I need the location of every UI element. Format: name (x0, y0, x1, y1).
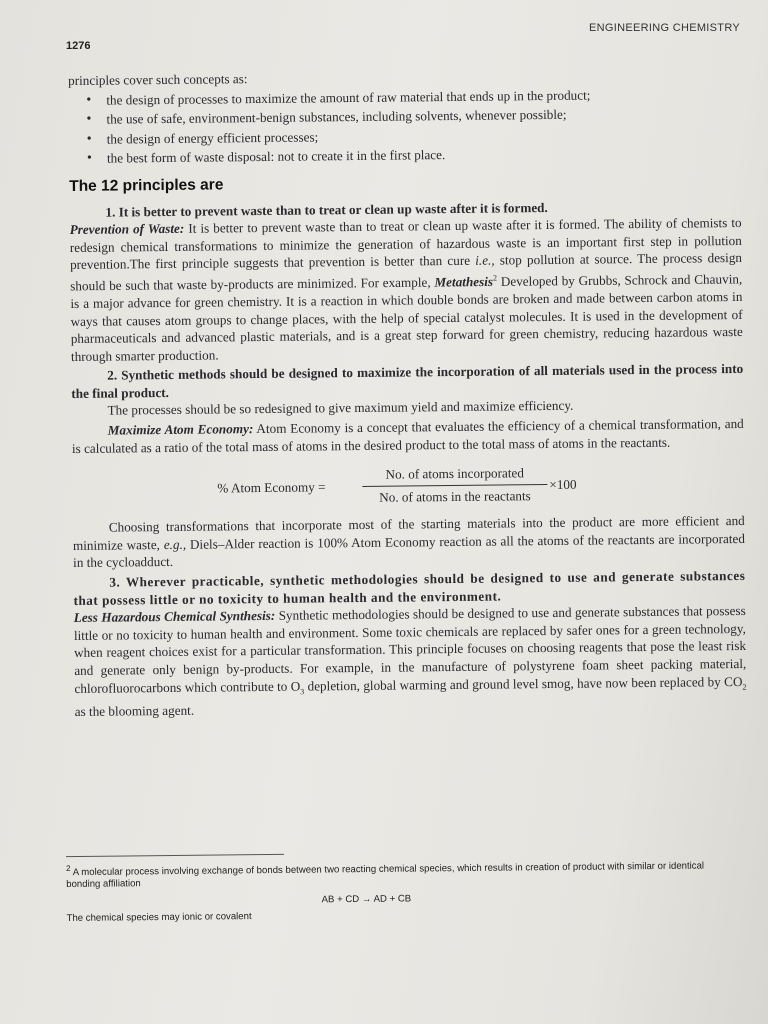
formula-multiplier: ×100 (549, 476, 577, 493)
principle-3-title: 3. Wherever practicable, synthetic methodologies should be designed to use and generate substances that possess little or no toxicity to human health and the environment. (73, 567, 746, 608)
principles-bullet-list (68, 85, 741, 168)
co2-subscript: 2 (742, 682, 747, 692)
principle-3-text-a: Synthetic methodologies should be designed to use and generate substances that possess little or no toxicity to human health and environment. Some toxic chemicals are replaced by safer ones for a green technology, when reagent choices exist for a particular transformation. This principle focuses on choosing reagents that pose the least risk and generate only benign by-products. For example, in the manufacture of polystyrene foam sheet packing material, chlorofluorocarbons which contribute to O (73, 603, 747, 696)
footnote-divider (66, 854, 284, 857)
bullet-item: • the best form of waste disposal: not to create it in the first place. (107, 143, 741, 167)
formula-lhs: % Atom Economy = (217, 479, 326, 496)
principle-1-title: 1. It is better to prevent waste than to treat or clean up waste after it is formed. (105, 199, 548, 220)
bullet-item: • the design of processes to maximize the amount of raw material that ends up in the product; (106, 85, 740, 109)
formula-numerator: No. of atoms incorporated (362, 464, 547, 487)
atom-economy-formula (72, 460, 744, 513)
footnote-ref: 2 (492, 273, 498, 283)
principle-1-text-a: It is better to prevent waste than to treat or clean up waste after it is formed. The ability of chemists to redesign chemical transformations to minimize the generation of hazardous waste is an important first step in pollution prevention.The first principle suggests that prevention is better than cure (69, 215, 742, 273)
principle-3-body (74, 602, 747, 720)
footnote-text: A molecular process involving exchange of bonds between two reacting chemical species, which results in creation of product with similar or identical bonding affiliation (66, 860, 705, 891)
bullet-item: • the design of energy efficient processes; (107, 124, 741, 148)
ie-abbrev: i.e., (475, 252, 495, 269)
principle-1-lead: Prevention of Waste: (69, 220, 185, 238)
o3-subscript: 3 (300, 686, 305, 696)
formula-denominator: No. of atoms in the reactants (379, 488, 531, 505)
principle-2-lead: Maximize Atom Economy: (107, 421, 254, 438)
principle-2-text: Atom Economy is a concept that evaluates the efficiency of a chemical transformation, and is calculated as a ratio of the total mass of atoms in the desired product to the total mass of atoms in the reactants. (71, 416, 744, 456)
bullet-item: • the use of safe, environment-benign substances, including solvents, whenever possible; (106, 104, 740, 128)
principle-2-title: 2. Synthetic methods should be designed to maximize the incorporation of all materials used in the process into the final product. (71, 361, 744, 401)
intro-text: principles cover such concepts as: (68, 71, 248, 88)
principle-1-text-b: stop pollution at source. The process design should be such that waste by-products are minimized. For example, (70, 250, 743, 294)
principle-1-text-c: Developed by Grubbs, Schrock and Chauvin, is a major advance for green chemistry. It is a reaction in which double bonds are broken and made between carbon atoms in ways that causes atom groups to change places, with the help of special catalyst molecules. It is used in the development of pharmaceuticals and advanced plastic materials, and is a great step forward for green chemistry, reducing hazardous waste through smarter production. (70, 271, 743, 364)
eg-abbrev: e.g., (163, 536, 187, 552)
footnote-marker: 2 (66, 863, 71, 873)
running-header: ENGINEERING CHEMISTRY (589, 22, 740, 34)
footnote-block (66, 856, 737, 925)
principle-3-text-b: depletion, global warming and ground level smog, have now been replaced by CO (304, 673, 743, 694)
principle-2-para-2 (72, 415, 744, 457)
page-number: 1276 (66, 40, 91, 52)
page-body (68, 65, 747, 722)
principle-3-text-c: as the blooming agent. (74, 702, 195, 719)
section-heading: The 12 principles are (69, 176, 224, 195)
metathesis-term: Metathesis (434, 273, 494, 290)
principle-2-para-3-b: Diels–Alder reaction is 100% Atom Economy reaction as all the atoms of the reactants are incorporated in the cycloadduct. (73, 530, 745, 571)
footnote-definition (66, 856, 736, 891)
principle-3-lead: Less Hazardous Chemical Synthesis: (73, 608, 276, 626)
principle-2-para-1: The processes should be so redesigned to give maximum yield and maximize efficiency. (107, 398, 574, 419)
footnote-equation: AB + CD → AD + CB (321, 893, 412, 906)
formula-fraction (362, 464, 547, 506)
principle-1-body (70, 214, 743, 365)
principle-2-para-3-a: Choosing transformations that incorporate most of the starting materials into the product are more efficient and minimize waste, (72, 513, 745, 553)
principle-2-para-3 (73, 512, 746, 572)
footnote-note: The chemical species may ionic or covalent (66, 911, 252, 925)
